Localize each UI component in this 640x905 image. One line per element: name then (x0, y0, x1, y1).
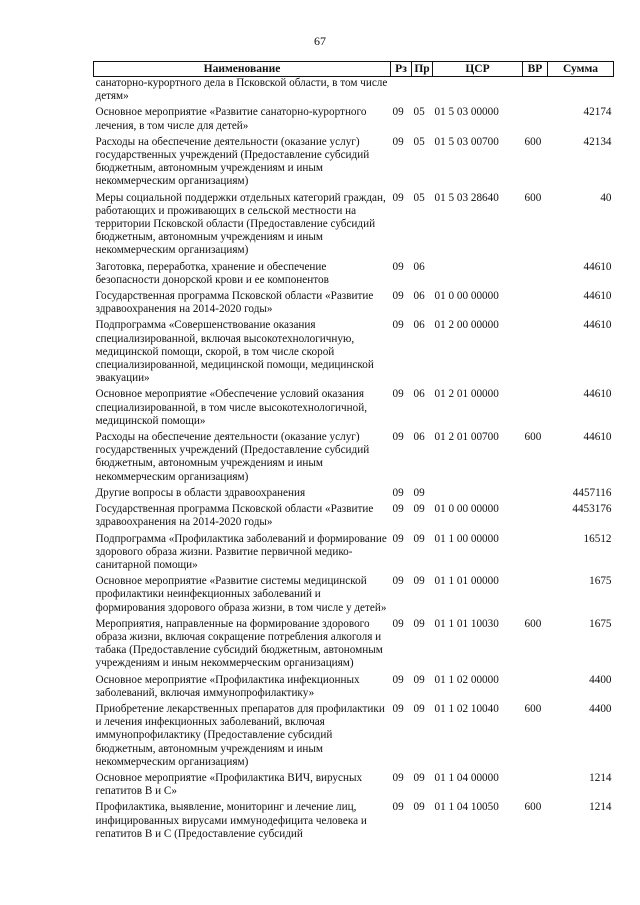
row-pr (412, 77, 433, 107)
table-row (94, 703, 614, 772)
table-row (94, 77, 614, 107)
budget-table (93, 61, 614, 844)
row-vr: 600 (524, 801, 542, 814)
header-rz: Рз (391, 62, 412, 77)
row-rz: 09 (392, 191, 404, 204)
row-vr (523, 674, 548, 703)
row-sum: 44610 (583, 260, 612, 273)
table-row (94, 261, 614, 290)
row-sum: 44610 (583, 431, 612, 444)
row-vr: 600 (524, 135, 542, 148)
row-sum: 1675 (589, 617, 612, 630)
row-name: Основное мероприятие «Обеспечение условий оказания специализированной, в том числе высокотехнологичной, медицинской помощи» (95, 388, 368, 427)
table-row (94, 388, 614, 431)
row-csr: 01 1 04 00000 (434, 771, 499, 784)
table-row (94, 575, 614, 618)
row-sum: 4453176 (572, 503, 612, 516)
row-vr (523, 290, 548, 319)
table-row (94, 801, 614, 844)
row-name: Государственная программа Псковской области «Развитие здравоохранения на 2014-2020 годы» (95, 503, 374, 529)
row-name: санаторно-курортного дела в Псковской области, в том числе детям» (95, 77, 388, 103)
row-name: Основное мероприятие «Развитие системы медицинской профилактики неинфекционных заболеваний и формирования здорового образа жизни, в том числе у детей» (95, 575, 387, 614)
row-name: Подпрограмма «Совершенствование оказания специализированной, включая высокотехнологичную, медицинской помощи, скорой, в том числе скорой специализированной, медицинской помощи, медицинской эвакуации» (95, 319, 374, 385)
table-row (94, 290, 614, 319)
row-pr: 05 (413, 191, 425, 204)
row-pr: 09 (413, 575, 425, 588)
row-csr: 01 1 04 10050 (434, 801, 499, 814)
row-name: Заготовка, переработка, хранение и обеспечение безопасности донорской крови и ее компонентов (95, 260, 329, 286)
row-pr: 06 (413, 388, 425, 401)
row-pr: 09 (413, 673, 425, 686)
row-csr: 01 1 01 00000 (434, 575, 499, 588)
row-csr: 01 5 03 00000 (434, 106, 499, 119)
table-row (94, 192, 614, 261)
row-sum (548, 77, 614, 107)
row-vr (523, 319, 548, 388)
row-name: Основное мероприятие «Профилактика инфекционных заболеваний, включая иммунопрофилактику» (95, 673, 360, 699)
table-row (94, 533, 614, 576)
row-rz: 09 (392, 431, 404, 444)
row-name: Другие вопросы в области здравоохранения (95, 486, 306, 499)
table-row (94, 106, 614, 135)
row-sum: 1214 (589, 771, 612, 784)
row-rz: 09 (392, 673, 404, 686)
row-pr: 09 (413, 801, 425, 814)
row-pr: 09 (413, 532, 425, 545)
row-rz: 09 (392, 503, 404, 516)
table-row (94, 136, 614, 192)
row-vr (523, 575, 548, 618)
row-vr (523, 487, 548, 503)
row-name: Мероприятия, направленные на формирование здорового образа жизни, включая сокращение потребления алкоголя и табака (Предоставление субсидий бюджетным, автономным учреждениям и иным некоммерческим организациям) (95, 617, 383, 670)
header-sum: Сумма (548, 62, 614, 77)
table-row (94, 319, 614, 388)
row-name: Расходы на обеспечение деятельности (оказание услуг) государственных учреждений (Предоставление субсидий бюджетным, автономным учреждениям и иным некоммерческим организациям) (95, 431, 370, 483)
row-csr: 01 0 00 00000 (434, 290, 499, 303)
row-csr: 01 1 00 00000 (434, 532, 499, 545)
row-rz: 09 (392, 702, 404, 715)
row-rz: 09 (392, 388, 404, 401)
row-rz: 09 (392, 801, 404, 814)
row-pr: 09 (413, 702, 425, 715)
row-name: Основное мероприятие «Профилактика ВИЧ, вирусных гепатитов В и С» (95, 771, 363, 798)
row-csr (433, 77, 523, 107)
row-vr (523, 533, 548, 576)
row-sum: 42174 (583, 106, 612, 119)
table-row (94, 431, 614, 487)
row-rz: 09 (392, 532, 404, 545)
row-pr: 05 (413, 106, 425, 119)
row-vr (523, 772, 548, 801)
row-vr (523, 77, 548, 107)
row-csr: 01 1 02 10040 (434, 702, 499, 715)
row-name: Расходы на обеспечение деятельности (оказание услуг) государственных учреждений (Предоставление субсидий бюджетным, автономным учреждениям и иным некоммерческим организациям) (95, 135, 370, 188)
row-rz: 09 (392, 135, 404, 148)
row-name: Меры социальной поддержки отдельных категорий граждан, работающих и проживающих в сельской местности на территории Псковской области (Предоставление субсидий бюджетным, автономным учреждениям и иным некоммерческим организациям) (95, 191, 386, 257)
row-csr: 01 5 03 00700 (434, 135, 499, 148)
table-row (94, 487, 614, 503)
row-vr (523, 261, 548, 290)
row-csr: 01 1 02 00000 (434, 673, 499, 686)
row-rz: 09 (392, 617, 404, 630)
row-csr: 01 2 01 00700 (434, 431, 499, 444)
row-name: Профилактика, выявление, мониторинг и лечение лиц, инфицированных вирусами иммунодефицита человека и гепатитов В и С (Предоставление субсидий (95, 801, 367, 840)
row-rz: 09 (392, 319, 404, 332)
row-pr: 06 (413, 431, 425, 444)
row-sum: 4457116 (572, 486, 612, 499)
row-sum: 44610 (583, 388, 612, 401)
table-row (94, 503, 614, 532)
row-rz: 09 (392, 575, 404, 588)
row-pr: 05 (413, 135, 425, 148)
header-csr: ЦСР (433, 62, 523, 77)
row-sum: 42134 (583, 135, 612, 148)
row-vr (523, 503, 548, 532)
row-pr: 09 (413, 617, 425, 630)
row-vr: 600 (524, 431, 542, 444)
row-rz: 09 (392, 486, 404, 499)
header-vr: ВР (523, 62, 548, 77)
row-name: Основное мероприятие «Развитие санаторно-курортного лечения, в том числе для детей» (95, 106, 367, 132)
row-name: Государственная программа Псковской области «Развитие здравоохранения на 2014-2020 годы» (95, 290, 374, 316)
row-vr: 600 (524, 617, 542, 630)
row-rz: 09 (392, 260, 404, 273)
row-sum: 44610 (583, 290, 612, 303)
row-pr: 06 (413, 290, 425, 303)
row-csr: 01 2 01 00000 (434, 388, 499, 401)
row-vr (523, 106, 548, 135)
row-vr: 600 (524, 191, 542, 204)
row-vr (523, 388, 548, 431)
row-csr: 01 5 03 28640 (434, 191, 499, 204)
row-pr: 09 (413, 503, 425, 516)
header-pr: Пр (412, 62, 433, 77)
row-sum: 44610 (583, 319, 612, 332)
row-rz: 09 (392, 106, 404, 119)
table-row (94, 618, 614, 674)
row-csr (433, 487, 523, 503)
row-rz: 09 (392, 290, 404, 303)
row-rz: 09 (392, 771, 404, 784)
table-row (94, 674, 614, 703)
row-sum: 40 (600, 191, 612, 204)
page-number: 67 (314, 34, 326, 48)
row-vr: 600 (524, 702, 542, 715)
row-name: Приобретение лекарственных препаратов для профилактики и лечения инфекционных заболеваний, включая иммунопрофилактику (Предоставление субсидий бюджетным, автономным учреждениям и иным некоммерческим организациям) (95, 702, 385, 768)
row-csr: 01 2 00 00000 (434, 319, 499, 332)
row-csr: 01 1 01 10030 (434, 617, 499, 630)
table-row (94, 772, 614, 801)
row-name: Подпрограмма «Профилактика заболеваний и формирование здорового образа жизни. Развитие первичной медико-санитарной помощи» (95, 532, 387, 571)
row-sum: 1214 (589, 801, 612, 814)
row-rz (391, 77, 412, 107)
row-sum: 1675 (589, 575, 612, 588)
row-pr: 09 (413, 771, 425, 784)
row-pr: 06 (413, 319, 425, 332)
row-sum: 4400 (589, 702, 612, 715)
row-pr: 09 (413, 486, 425, 499)
row-csr: 01 0 00 00000 (434, 503, 499, 516)
header-name: Наименование (94, 62, 391, 77)
row-sum: 16512 (583, 532, 612, 545)
table-header-row (94, 62, 614, 77)
row-csr (433, 261, 523, 290)
row-pr: 06 (413, 260, 425, 273)
row-sum: 4400 (589, 673, 612, 686)
